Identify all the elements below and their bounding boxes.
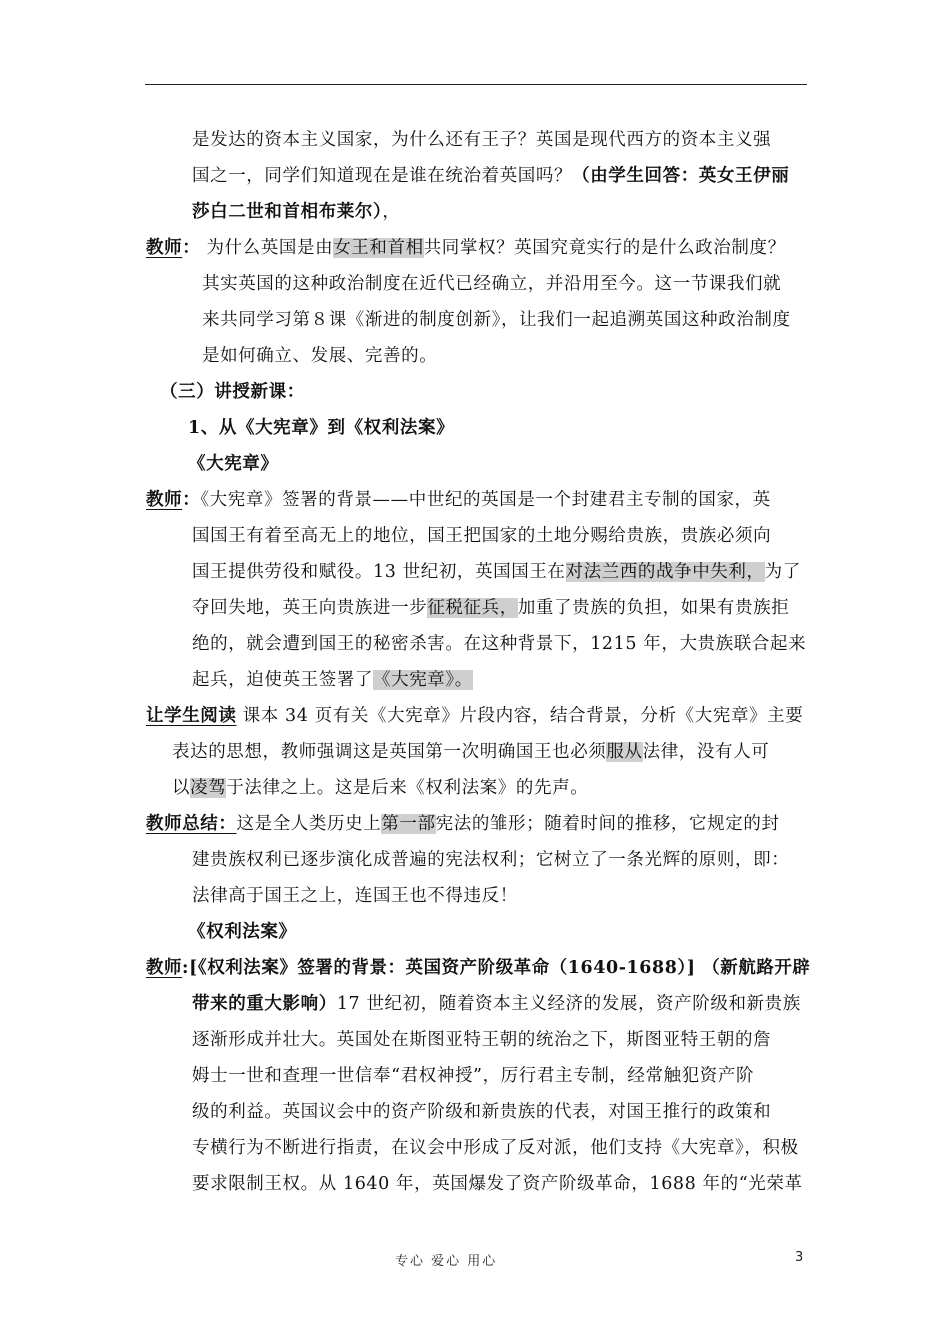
speaker-label: 教师 (146, 958, 183, 978)
student-read-line-2: 表达的思想，教师强调这是英国第一次明确国王也必须服从法律，没有人可 (172, 742, 770, 762)
teacher2-line-5: 绝的，就会遭到国王的秘密杀害。在这种背景下，1215 年，大贵族联合起来 (192, 634, 807, 654)
teacher3-line-5: 级的利益。英国议会中的资产阶级和新贵族的代表，对国王推行的政策和 (192, 1102, 772, 1122)
intro-line-2: 国之一，同学们知道现在是谁在统治着英国吗？（由学生回答：英女王伊丽 (192, 166, 790, 186)
teacher1-line-1: 教师： 为什么英国是由女王和首相共同掌权？英国究竟实行的是什么政治制度？ (146, 238, 786, 258)
intro-line-1: 是发达的资本主义国家，为什么还有王子？英国是现代西方的资本主义强 (192, 130, 772, 150)
section-heading: （三）讲授新课： (160, 382, 305, 402)
teacher2-line-6: 起兵，迫使英王签署了《大宪章》。 (192, 670, 473, 690)
bill-of-rights-heading: 《权利法案》 (188, 922, 297, 942)
teacher3-line-3: 逐渐形成并壮大。英国处在斯图亚特王朝的统治之下，斯图亚特王朝的詹 (192, 1030, 772, 1050)
summary-line-3: 法律高于国王之上，连国王也不得违反！ (192, 886, 518, 906)
teacher1-line-2: 其实英国的这种政治制度在近代已经确立，并沿用至今。这一节课我们就 (202, 274, 782, 294)
teacher2-line-1: 教师：《大宪章》签署的背景——中世纪的英国是一个封建君主专制的国家，英 (146, 490, 771, 510)
teacher2-line-3: 国王提供劳役和赋役。13 世纪初，英国国王在对法兰西的战争中失利，为了 (192, 562, 801, 582)
speaker-label: 教师 (146, 238, 183, 258)
teacher1-line-4: 是如何确立、发展、完善的。 (202, 346, 438, 366)
magna-carta-heading: 《大宪章》 (188, 454, 279, 474)
teacher2-line-4: 夺回失地，英王向贵族进一步征税征兵，加重了贵族的负担，如果有贵族拒 (192, 598, 790, 618)
teacher2-line-2: 国国王有着至高无上的地位，国王把国家的土地分赐给贵族，贵族必须向 (192, 526, 772, 546)
subsection-heading: 1、从《大宪章》到《权利法案》 (188, 418, 455, 438)
speaker-label: 教师 (146, 490, 183, 510)
page-number: 3 (795, 1250, 804, 1265)
teacher3-line-6: 专横行为不断进行指责，在议会中形成了反对派，他们支持《大宪章》，积极 (192, 1138, 799, 1158)
teacher1-line-3: 来共同学习第８课《渐进的制度创新》，让我们一起追溯英国这种政治制度 (202, 310, 791, 330)
footer-motto: 专心 爱心 用心 (395, 1254, 498, 1269)
teacher3-line-2: 带来的重大影响）17 世纪初，随着资本主义经济的发展，资产阶级和新贵族 (192, 994, 801, 1014)
teacher3-line-4: 姆士一世和查理一世信奉“君权神授”，厉行君主专制，经常触犯资产阶 (192, 1066, 755, 1086)
teacher3-line-1: 教师:[《权利法案》签署的背景：英国资产阶级革命（1640-1688）] （新航路开辟 (146, 958, 811, 978)
intro-line-3: 莎白二世和首相布莱尔）， (192, 202, 401, 222)
student-read-label: 让学生阅读 (146, 706, 237, 726)
summary-line-2: 建贵族权利已逐步演化成普遍的宪法权利；它树立了一条光辉的原则，即： (192, 850, 790, 870)
student-read-line-1: 让学生阅读 课本 34 页有关《大宪章》片段内容，结合背景，分析《大宪章》主要 (146, 706, 804, 726)
summary-label: 教师总结： (146, 814, 237, 834)
summary-line-1: 教师总结：这是全人类历史上第一部宪法的雏形；随着时间的推移，它规定的封 (146, 814, 780, 834)
student-read-line-3: 以凌驾于法律之上。这是后来《权利法案》的先声。 (172, 778, 589, 798)
teacher3-line-7: 要求限制王权。从 1640 年，英国爆发了资产阶级革命，1688 年的“光荣革 (192, 1174, 803, 1194)
